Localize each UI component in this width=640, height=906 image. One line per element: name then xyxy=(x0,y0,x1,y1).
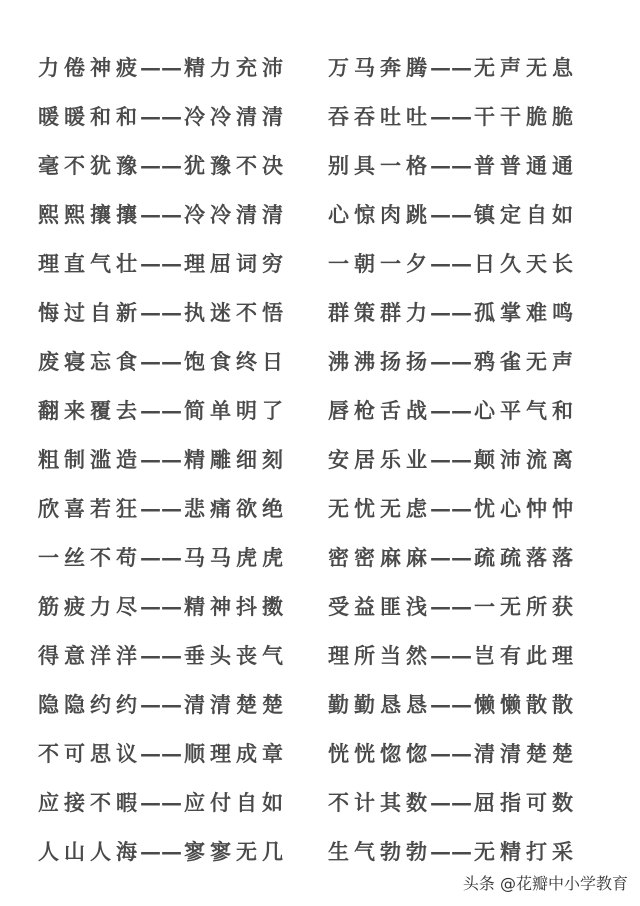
antonym-pair-left xyxy=(38,351,328,372)
idiom-row xyxy=(38,533,604,582)
antonym-idiom: 犹豫不决 xyxy=(184,153,288,178)
idiom: 密密麻麻 xyxy=(328,545,432,570)
dash-separator: —— xyxy=(140,349,182,374)
antonym-idiom: 日久天长 xyxy=(474,251,578,276)
idiom: 不可思议 xyxy=(38,741,142,766)
antonym-idiom: 镇定自如 xyxy=(474,202,578,227)
antonym-idiom: 精神抖擞 xyxy=(184,594,288,619)
idiom: 沸沸扬扬 xyxy=(328,349,432,374)
dash-separator: —— xyxy=(140,202,182,227)
idiom: 不计其数 xyxy=(328,790,432,815)
idiom: 无忧无虑 xyxy=(328,496,432,521)
dash-separator: —— xyxy=(430,153,472,178)
idiom: 一朝一夕 xyxy=(328,251,432,276)
antonym-idiom: 一无所获 xyxy=(474,594,578,619)
antonym-pair-right xyxy=(328,449,604,470)
dash-separator: —— xyxy=(140,398,182,423)
antonym-pair-left xyxy=(38,155,328,176)
idiom: 毫不犹豫 xyxy=(38,153,142,178)
idiom: 得意洋洋 xyxy=(38,643,142,668)
antonym-pair-right xyxy=(328,400,604,421)
dash-separator: —— xyxy=(430,692,472,717)
antonym-pair-left xyxy=(38,400,328,421)
antonym-pair-right xyxy=(328,743,604,764)
idiom-row xyxy=(38,92,604,141)
antonym-idiom: 冷冷清清 xyxy=(184,104,288,129)
idiom: 安居乐业 xyxy=(328,447,432,472)
idiom-row xyxy=(38,141,604,190)
antonym-pair-left xyxy=(38,645,328,666)
idiom: 应接不暇 xyxy=(38,790,142,815)
antonym-idiom: 冷冷清清 xyxy=(184,202,288,227)
watermark-text: 头条 @花瓣中小学教育 xyxy=(462,874,628,893)
antonym-idiom: 无声无息 xyxy=(474,55,578,80)
idiom-row xyxy=(38,386,604,435)
antonym-idiom: 精力充沛 xyxy=(184,55,288,80)
antonym-pair-left xyxy=(38,841,328,862)
dash-separator: —— xyxy=(430,104,472,129)
antonym-idiom: 应付自如 xyxy=(184,790,288,815)
idiom-row xyxy=(38,778,604,827)
antonym-idiom: 饱食终日 xyxy=(184,349,288,374)
antonym-pair-left xyxy=(38,498,328,519)
antonym-idiom: 颠沛流离 xyxy=(474,447,578,472)
antonym-pair-right xyxy=(328,302,604,323)
antonym-idiom: 寥寥无几 xyxy=(184,839,288,864)
antonym-idiom: 悲痛欲绝 xyxy=(184,496,288,521)
idiom: 理直气壮 xyxy=(38,251,142,276)
dash-separator: —— xyxy=(140,55,182,80)
idiom: 熙熙攘攘 xyxy=(38,202,142,227)
antonym-pair-left xyxy=(38,302,328,323)
dash-separator: —— xyxy=(140,741,182,766)
antonym-pair-right xyxy=(328,155,604,176)
dash-separator: —— xyxy=(140,594,182,619)
watermark xyxy=(463,871,628,894)
idiom: 暖暖和和 xyxy=(38,104,142,129)
idiom: 理所当然 xyxy=(328,643,432,668)
dash-separator: —— xyxy=(140,104,182,129)
idiom-row xyxy=(38,337,604,386)
idiom: 人山人海 xyxy=(38,839,142,864)
dash-separator: —— xyxy=(430,496,472,521)
dash-separator: —— xyxy=(430,741,472,766)
antonym-idiom: 忧心忡忡 xyxy=(474,496,578,521)
antonym-pair-right xyxy=(328,694,604,715)
antonym-pair-left xyxy=(38,596,328,617)
antonym-idiom: 懒懒散散 xyxy=(474,692,578,717)
dash-separator: —— xyxy=(140,496,182,521)
antonym-idiom: 简单明了 xyxy=(184,398,288,423)
idiom: 勤勤恳恳 xyxy=(328,692,432,717)
idiom: 心惊肉跳 xyxy=(328,202,432,227)
antonym-pair-left xyxy=(38,204,328,225)
idiom: 翻来覆去 xyxy=(38,398,142,423)
idiom: 力倦神疲 xyxy=(38,55,142,80)
idiom: 万马奔腾 xyxy=(328,55,432,80)
antonym-pair-left xyxy=(38,743,328,764)
idiom: 受益匪浅 xyxy=(328,594,432,619)
antonym-pair-right xyxy=(328,547,604,568)
antonym-idiom: 清清楚楚 xyxy=(184,692,288,717)
antonym-pair-right xyxy=(328,57,604,78)
antonym-pair-left xyxy=(38,792,328,813)
idiom-rows xyxy=(38,43,604,876)
idiom: 别具一格 xyxy=(328,153,432,178)
antonym-idiom: 精雕细刻 xyxy=(184,447,288,472)
dash-separator: —— xyxy=(430,202,472,227)
antonym-idiom: 无精打采 xyxy=(474,839,578,864)
dash-separator: —— xyxy=(430,545,472,570)
antonym-pair-right xyxy=(328,204,604,225)
idiom-row xyxy=(38,582,604,631)
dash-separator: —— xyxy=(430,300,472,325)
dash-separator: —— xyxy=(140,545,182,570)
idiom-row xyxy=(38,190,604,239)
antonym-idiom: 垂头丧气 xyxy=(184,643,288,668)
idiom-row xyxy=(38,680,604,729)
dash-separator: —— xyxy=(430,594,472,619)
antonym-pair-left xyxy=(38,57,328,78)
idiom: 粗制滥造 xyxy=(38,447,142,472)
idiom: 一丝不苟 xyxy=(38,545,142,570)
antonym-pair-left xyxy=(38,547,328,568)
antonym-idiom: 普普通通 xyxy=(474,153,578,178)
idiom-row xyxy=(38,729,604,778)
dash-separator: —— xyxy=(430,398,472,423)
antonym-idiom: 心平气和 xyxy=(474,398,578,423)
dash-separator: —— xyxy=(140,643,182,668)
dash-separator: —— xyxy=(430,251,472,276)
antonym-idiom: 执迷不悟 xyxy=(184,300,288,325)
antonym-idiom: 岂有此理 xyxy=(474,643,578,668)
dash-separator: —— xyxy=(430,643,472,668)
antonym-idiom: 屈指可数 xyxy=(474,790,578,815)
dash-separator: —— xyxy=(430,55,472,80)
antonym-idiom: 孤掌难鸣 xyxy=(474,300,578,325)
antonym-pair-right xyxy=(328,253,604,274)
dash-separator: —— xyxy=(430,349,472,374)
idiom: 唇枪舌战 xyxy=(328,398,432,423)
idiom-row xyxy=(38,288,604,337)
dash-separator: —— xyxy=(430,447,472,472)
dash-separator: —— xyxy=(140,300,182,325)
antonym-idiom: 顺理成章 xyxy=(184,741,288,766)
idiom-row xyxy=(38,435,604,484)
antonym-pair-right xyxy=(328,645,604,666)
dash-separator: —— xyxy=(430,839,472,864)
idiom: 群策群力 xyxy=(328,300,432,325)
antonym-pair-right xyxy=(328,106,604,127)
dash-separator: —— xyxy=(140,839,182,864)
idiom-row xyxy=(38,43,604,92)
idiom: 吞吞吐吐 xyxy=(328,104,432,129)
antonym-idiom: 干干脆脆 xyxy=(474,104,578,129)
dash-separator: —— xyxy=(140,790,182,815)
dash-separator: —— xyxy=(140,692,182,717)
antonym-pair-right xyxy=(328,596,604,617)
antonym-idiom: 马马虎虎 xyxy=(184,545,288,570)
antonym-pair-right xyxy=(328,792,604,813)
antonym-idiom: 理屈词穷 xyxy=(184,251,288,276)
antonym-pair-left xyxy=(38,106,328,127)
idiom: 隐隐约约 xyxy=(38,692,142,717)
antonym-pair-left xyxy=(38,449,328,470)
antonym-pair-right xyxy=(328,498,604,519)
idiom: 筋疲力尽 xyxy=(38,594,142,619)
idiom-row xyxy=(38,239,604,288)
idiom: 废寝忘食 xyxy=(38,349,142,374)
antonym-pair-left xyxy=(38,253,328,274)
antonym-idiom: 清清楚楚 xyxy=(474,741,578,766)
idiom-row xyxy=(38,827,604,876)
antonym-idiom: 疏疏落落 xyxy=(474,545,578,570)
antonym-pair-left xyxy=(38,694,328,715)
antonym-idiom: 鸦雀无声 xyxy=(474,349,578,374)
dash-separator: —— xyxy=(140,447,182,472)
dash-separator: —— xyxy=(140,251,182,276)
idiom: 悔过自新 xyxy=(38,300,142,325)
idiom: 欣喜若狂 xyxy=(38,496,142,521)
idiom-row xyxy=(38,631,604,680)
idiom-row xyxy=(38,484,604,533)
dash-separator: —— xyxy=(430,790,472,815)
idiom: 恍恍惚惚 xyxy=(328,741,432,766)
dash-separator: —— xyxy=(140,153,182,178)
idiom: 生气勃勃 xyxy=(328,839,432,864)
antonym-pair-right xyxy=(328,841,604,862)
antonym-pair-right xyxy=(328,351,604,372)
